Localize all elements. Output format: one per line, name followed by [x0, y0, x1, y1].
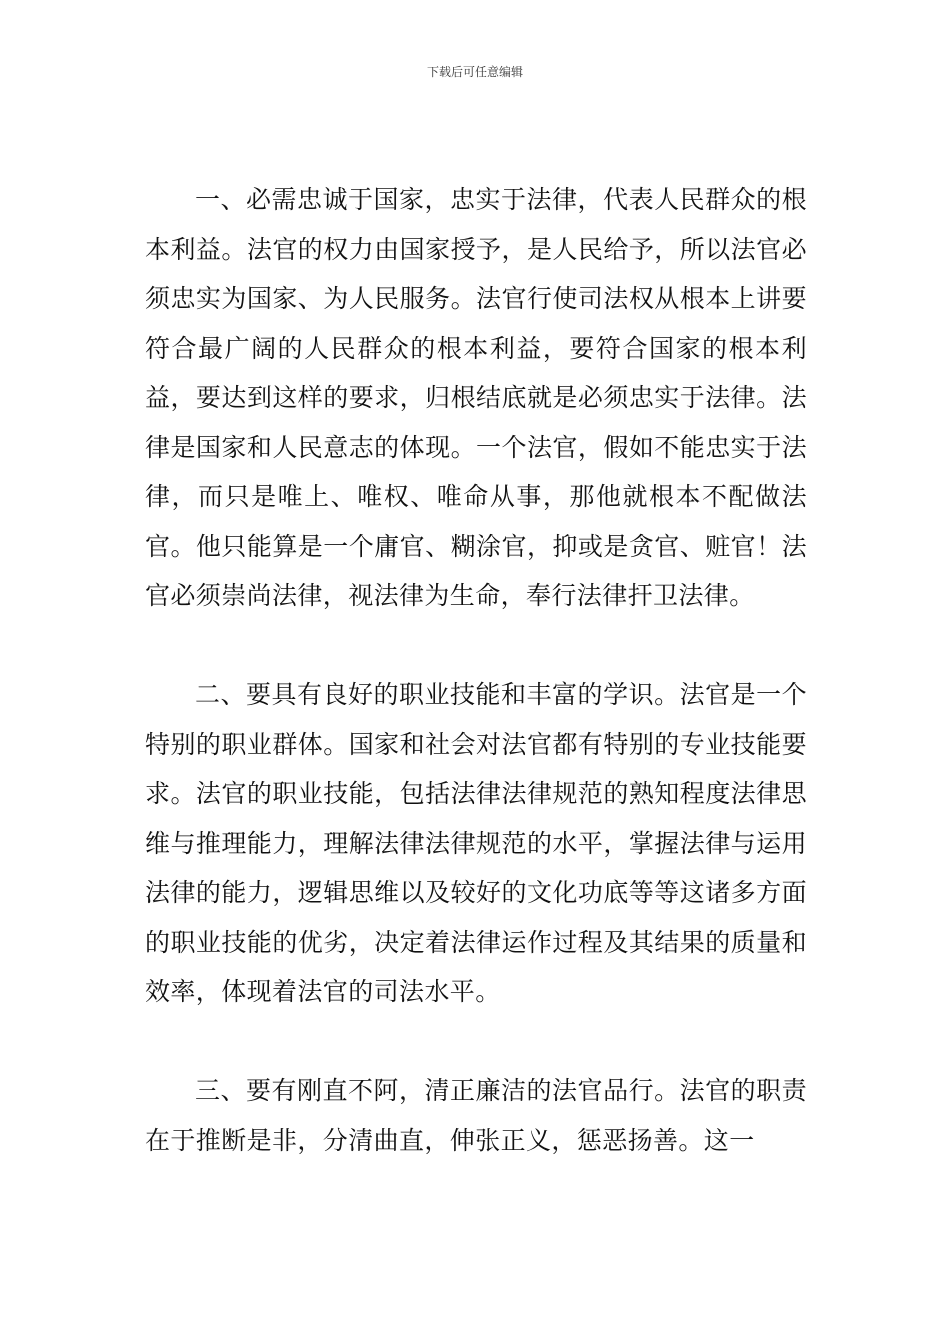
paragraph-2: 二、要具有良好的职业技能和丰富的学识。法官是一个特别的职业群体。国家和社会对法官都有特别的专业技能要求。法官的职业技能，包括法律法律规范的熟知程度法律思维与推理能力，理解法律法律规范的水平，掌握法律与运用法律的能力，逻辑思维以及较好的文化功底等等这诸多方面的职业技能的优劣，决定着法律运作过程及其结果的质量和效率，体现着法官的司法水平。	[145, 680, 807, 1006]
document-body	[145, 175, 807, 1165]
header-note: 下载后可任意编辑	[426, 65, 523, 79]
paragraph-3: 三、要有刚直不阿，清正廉洁的法官品行。法官的职责在于推断是非，分清曲直，伸张正义，惩恶扬善。这一	[145, 1076, 807, 1155]
paragraph-1: 一、必需忠诚于国家，忠实于法律，代表人民群众的根本利益。法官的权力由国家授予，是人民给予，所以法官必须忠实为国家、为人民服务。法官行使司法权从根本上讲要符合最广阔的人民群众的根本利益，要符合国家的根本利益，要达到这样的要求，归根结底就是必须忠实于法律。法律是国家和人民意志的体现。一个法官，假如不能忠实于法律，而只是唯上、唯权、唯命从事，那他就根本不配做法官。他只能算是一个庸官、糊涂官，抑或是贪官、赃官！法官必须崇尚法律，视法律为生命，奉行法律扞卫法律。	[145, 185, 807, 610]
